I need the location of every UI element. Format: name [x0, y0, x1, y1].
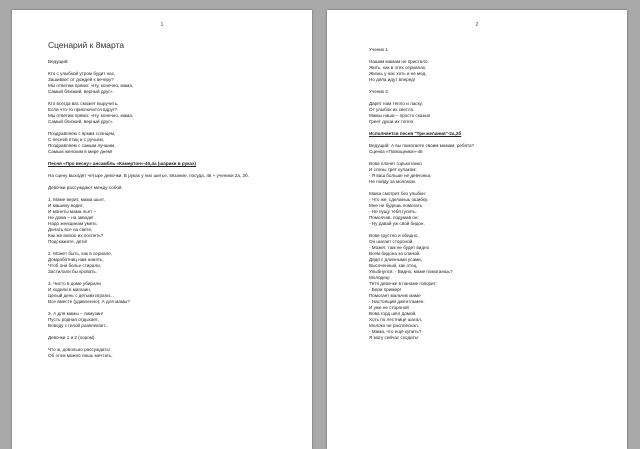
page-number: 1 [160, 22, 164, 28]
text-paragraph: Что ж, довольно рассуждать! Об этом можно лишь мечтать. [48, 347, 113, 358]
text-paragraph: Поздравляем с ярким солнцем, С песней птиц и с ручьем, Поздравляем с самым лучшим, Самым женским в мире днем! [48, 131, 116, 154]
document-page-1 [12, 10, 312, 449]
text-paragraph: Девочки 1 и 2 (хором). [48, 335, 96, 340]
text-paragraph: Дарят нам тепло и ласку, От улыбок их светло. Мамы наши – просто сказка! Греет души их тепло. [369, 101, 431, 124]
text-paragraph: Нашим мамам не пристало Жить, как в этих сериалах. Жизнь у нас хоть и не мед, Но дела идут вперед! [369, 59, 428, 82]
text-paragraph: 3. А для мамы – лимузин! Пусть родная отдыхает, Воводу с гелой развлекает... [48, 311, 109, 328]
text-paragraph: Ведущий: [48, 59, 69, 64]
document-title: Сценарий к 8марта [48, 40, 125, 50]
page-number: 2 [475, 22, 479, 28]
text-paragraph: Ведущий: А вы помогаете своим мамам, ребята? Сценка «Помощники»-4в [369, 143, 475, 154]
text-paragraph: Кто с улыбкой утром будит нас, Зашивает от дождей к вечеру? Мы ответим прямо: «Ну, конечно, мама, Самый близкий, верный друг». [48, 71, 134, 94]
text-paragraph: Мама смотрит без улыбки: - Что же, сделаешь ошибку. Мне не будешь помогать - Не пущу тебя гулять. Помолчав, подумав он: - Ну давай уж свой бидон. [369, 191, 429, 226]
page-body [369, 47, 605, 341]
document-page-2 [327, 10, 627, 449]
text-paragraph: Ученик 2. [369, 89, 390, 94]
text-paragraph: Вова плачет горькотанко И слезы трет кулаком: - Я ваш больше не девчонка, Не пойду за молоком. [369, 161, 432, 184]
section-heading: Песня «Про весну» ансамбль «Камертон»-40,4а (шарики в руках) [48, 161, 197, 166]
page-content [369, 47, 605, 347]
text-paragraph: Кто всегда вас сможет выручить, Если что-то приключится вдруг? Мы ответим прямо: «Ну, конечно, мама, Самый близкий, верный друг». [48, 101, 134, 124]
page-body [48, 59, 290, 359]
text-paragraph: Ученик 1. [369, 47, 390, 52]
page-content [48, 40, 290, 365]
section-heading: Исполняется песня "Три желания"-2а,2б [369, 131, 462, 136]
text-paragraph: Вове грустно и обидно, Он шагает стороной. - Может, там не будет видно Всем бидона за спиной. Дядя с длинными усами, Высоченный, как отец, Улыбнулся: - Видно, маме помогаешь? Молодец! Тётя девочке в панаме говорит: - Бери пример! Помогает мальчик маме - Настоящий джентльмен. И уже не стороной Вова горд шёл домой. Хоть по лестнице шагал, Молоко не расплескал. - Мама, что ещё купить? Я могу сейчас сходить! [369, 233, 453, 340]
text-paragraph: На сцену выходят четыре девочки. В руках у них шитье, вязание, посуда. 4в + ученики 2а, 2б. [48, 173, 249, 178]
text-paragraph: 2. Может быть, как в сериале, Домработниц нам нанять, Чтоб они белье стирали, Застилали бы кровать. [48, 251, 113, 274]
text-paragraph: Девочки рассуждают между собой. [48, 185, 123, 190]
text-paragraph: 3. Чисто в доме убирали И ходили в магазин, Целый день с детьми играли... Все вместе (удивленно). А для мамы? [48, 281, 130, 304]
text-paragraph: 1. Маме верит, мама шьет, И машину водит, И монеты мама льет – Не дома – на заводе! Надо женщинам уметь Делать все на свете, Как же вовсю их поспеть? Подскажите, дети! [48, 197, 105, 244]
